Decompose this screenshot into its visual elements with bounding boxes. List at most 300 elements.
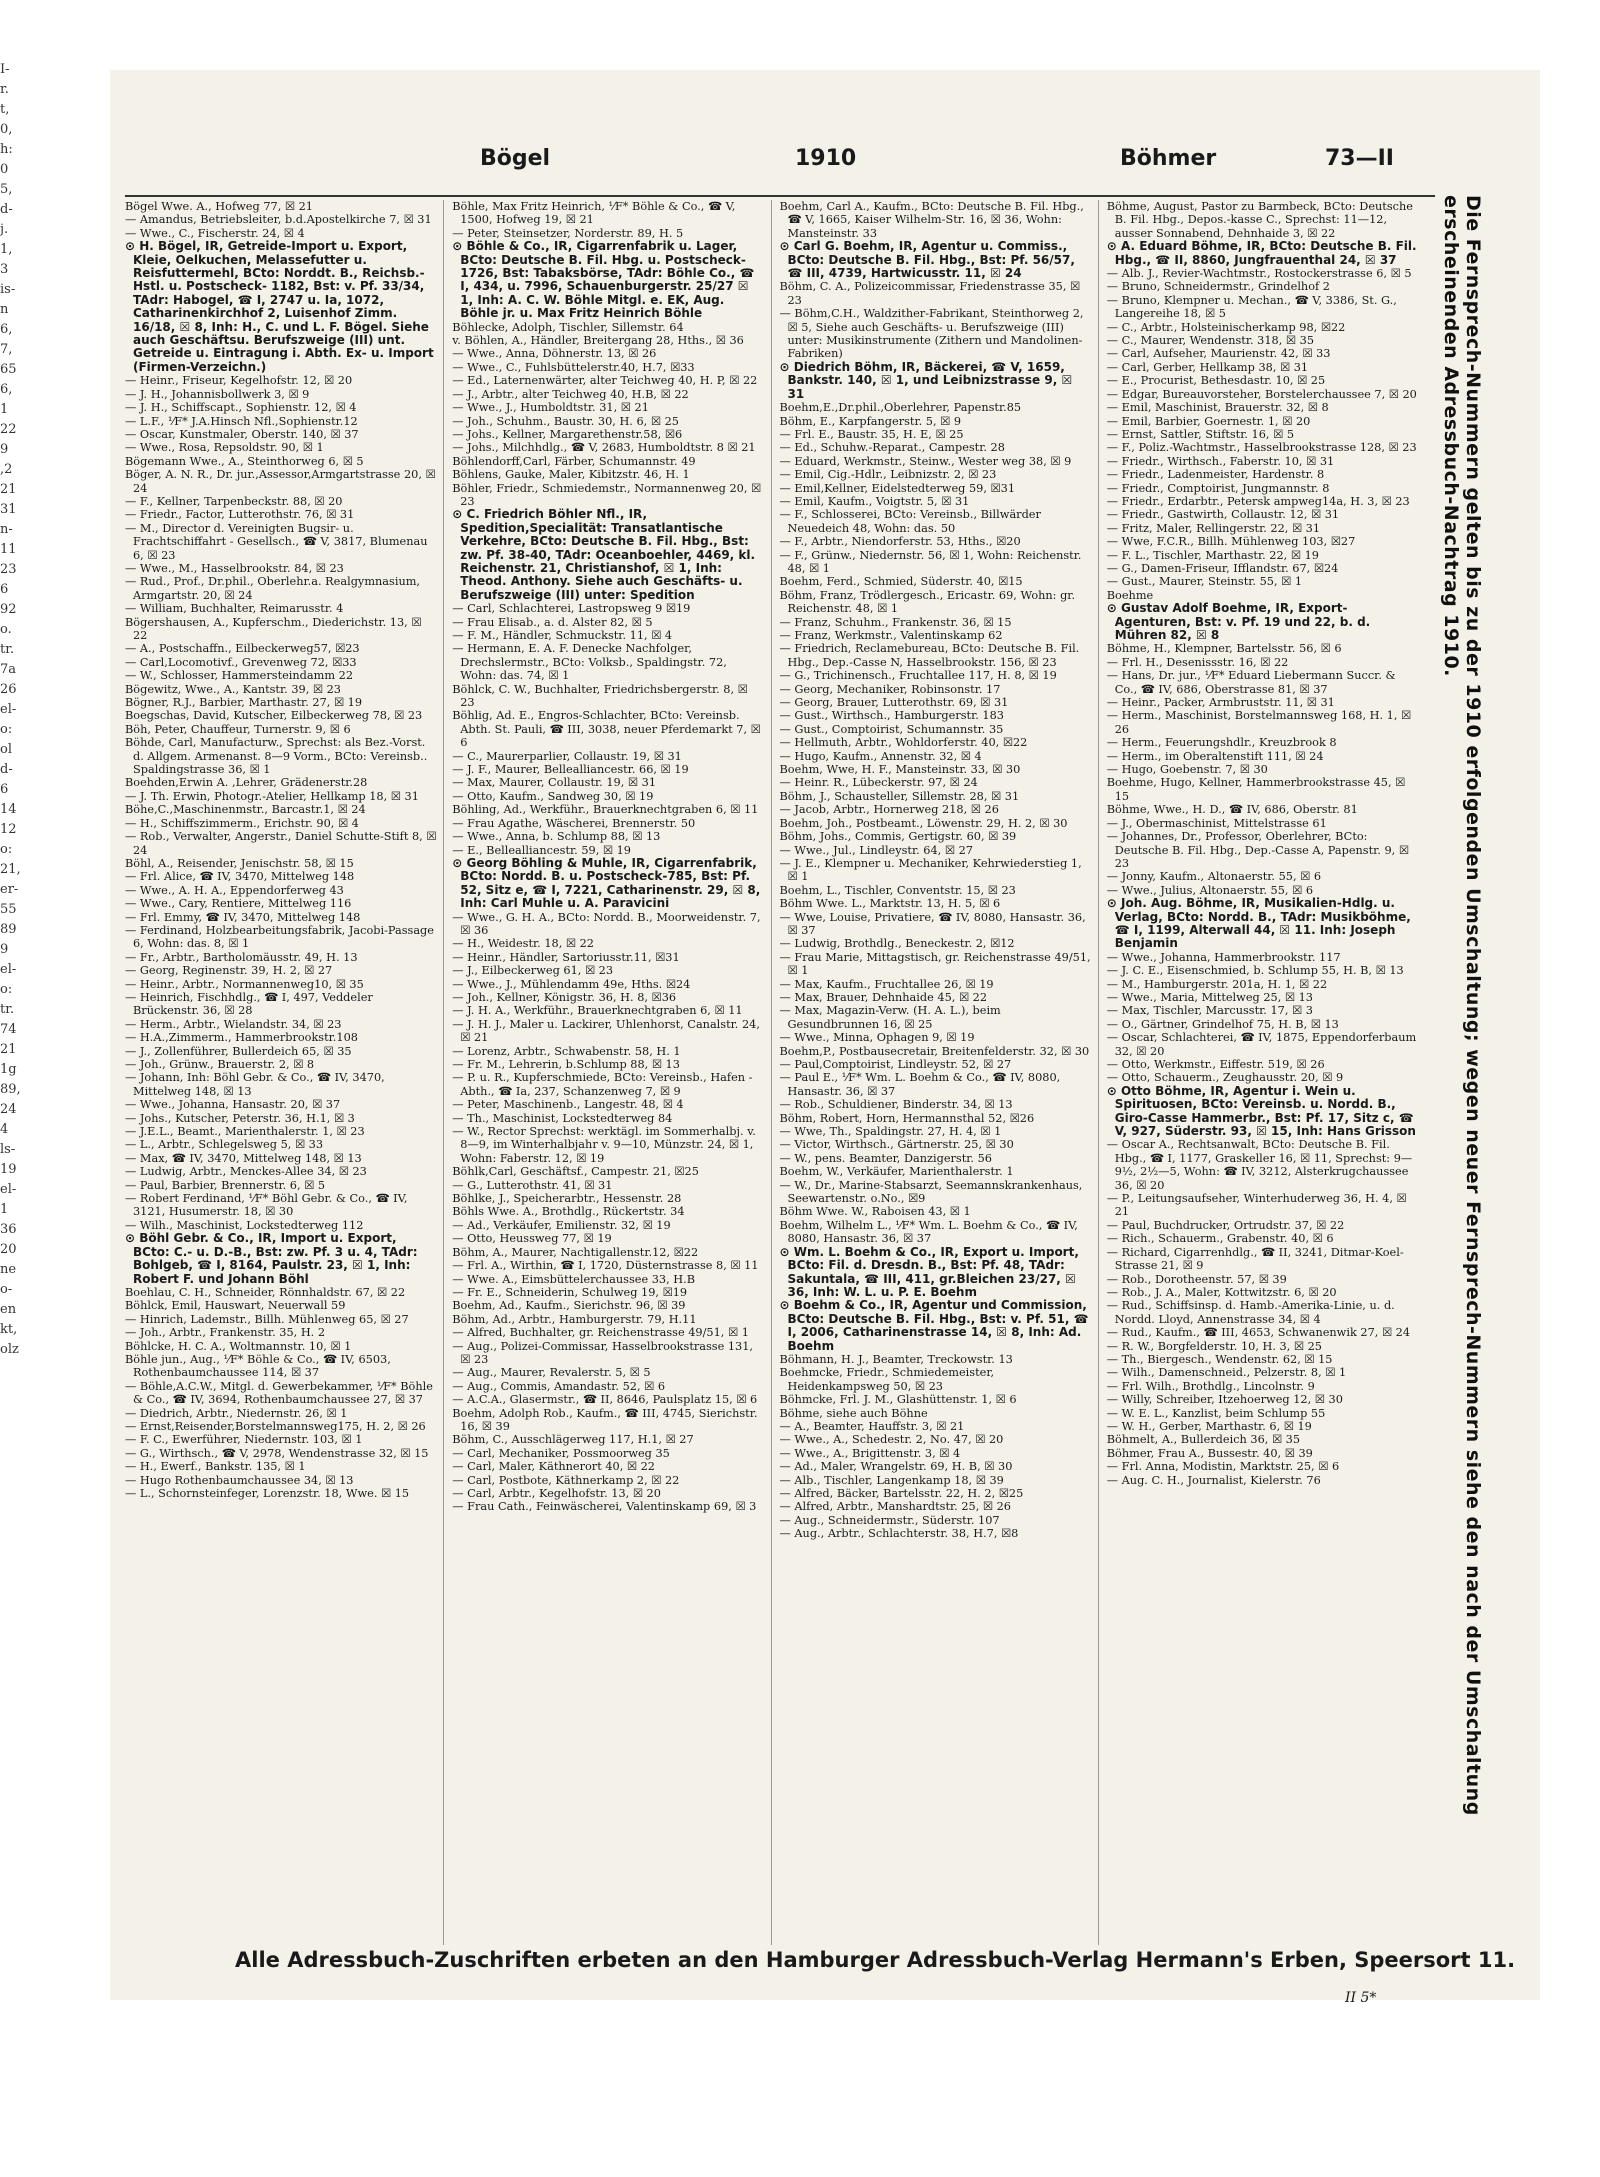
directory-entry: — Otto, Kaufm., Sandweg 30, ☒ 19	[452, 789, 654, 803]
directory-entry: Boehm, Wwe, H. F., Mansteinstr. 33, ☒ 30	[779, 763, 1021, 777]
firm-entry: ⊙ Gustav Adolf Boehme, IR, Export-Agenturen, Bst: v. Pf. 19 und 22, b. d. Mühren 82, ☒ 8	[1106, 601, 1371, 642]
margin-fragment: 20	[0, 1242, 17, 1257]
directory-entry: — Richard, Cigarrenhdlg., ☎ II, 3241, Ditmar-Koel-Strasse 21, ☒ 9	[1106, 1245, 1404, 1273]
directory-entry: — Wwe., Johanna, Hansastr. 20, ☒ 37	[125, 1098, 341, 1112]
directory-entry: — Frl. Alice, ☎ IV, 3470, Mittelweg 148	[125, 870, 355, 884]
directory-entry: — Frl. E., Baustr. 35, H. E, ☒ 25	[779, 427, 964, 441]
directory-entry: — W. H., Gerber, Marthastr. 6, ☒ 19	[1106, 1419, 1312, 1433]
directory-entry: — Carl, Mechaniker, Possmoorweg 35	[452, 1446, 670, 1460]
directory-entry: — Wwe., Cary, Rentiere, Mittelweg 116	[125, 897, 352, 911]
directory-entry: — Georg, Reginenstr. 39, H. 2, ☒ 27	[125, 964, 333, 978]
directory-entry: Bögner, R.J., Barbier, Marthastr. 27, ☒ 19	[125, 696, 363, 710]
margin-fragment: 36	[0, 1222, 17, 1237]
directory-entry: — Max, Kaufm., Fruchtallee 26, ☒ 19	[779, 977, 994, 991]
directory-entry: — F. C., Ewerführer, Niedernstr. 103, ☒ 1	[125, 1433, 363, 1447]
directory-entry: Böhm, Franz, Trödlergesch., Ericastr. 69, Wohn: gr. Reichenstr. 48, ☒ 1	[779, 588, 1076, 616]
directory-entry: — Heinr., Packer, Armbruststr. 11, ☒ 31	[1106, 696, 1335, 710]
directory-entry: — Wilh., Maschinist, Lockstedterweg 112	[125, 1218, 364, 1232]
directory-entry: — Hinrich, Lademstr., Billh. Mühlenweg 65, ☒ 27	[125, 1312, 409, 1326]
directory-entry: — Friedrich, Reclamebureau, BCto: Deutsche B. Fil. Hbg., Dep.-Casse N, Hasselbrookstr. 156, ☒ 23	[779, 642, 1080, 669]
margin-fragment: 9	[0, 442, 9, 457]
directory-entry: — H., Schiffszimmerm., Erichstr. 90, ☒ 4	[125, 816, 359, 830]
directory-entry: Böhm, C. A., Polizeicommissar, Friedenstrasse 35, ☒ 23	[779, 280, 1081, 307]
margin-fragment: 21	[0, 1042, 17, 1057]
directory-entry: — Gust., Comptoirist, Schumannstr. 35	[779, 722, 1004, 736]
directory-entry: — Herm., im Oberaltenstift 111, ☒ 24	[1106, 749, 1324, 763]
directory-entry: — Herm., Arbtr., Wielandstr. 34, ☒ 23	[125, 1017, 342, 1031]
margin-fragment: o.	[0, 622, 12, 637]
directory-entry: — F., Arbtr., Niendorferstr. 53, Hths., ☒20	[779, 535, 1021, 549]
directory-entry: — Max, Magazin-Verw. (H. A. L.), beim Gesundbrunnen 16, ☒ 25	[779, 1004, 1001, 1031]
directory-entry: Böhm, E., Karpfangerstr. 5, ☒ 9	[779, 414, 962, 428]
directory-entry: — Edgar, Bureauvorsteher, Borstelerchaussee 7, ☒ 20	[1106, 387, 1417, 401]
directory-entry: — Emil, Cig.-Hdlr., Leibnizstr. 2, ☒ 23	[779, 468, 997, 482]
directory-entry: — J. H., Schiffscapt., Sophienstr. 12, ☒ 4	[125, 401, 357, 415]
directory-entry: — Bruno, Schneidermstr., Grindelhof 2	[1106, 280, 1330, 294]
directory-entry: Boehm, Carl A., Kaufm., BCto: Deutsche B. Fil. Hbg., ☎ V, 1665, Kaiser Wilhelm-Str. 16, ☒ 36, Wohn: Mansteinstr. 33	[779, 200, 1084, 240]
margin-fragment: I-	[0, 62, 10, 77]
directory-entry: — J. C. E., Eisenschmied, b. Schlump 55, H. B, ☒ 13	[1106, 964, 1404, 978]
margin-fragment: 23	[0, 562, 17, 577]
directory-entry: — Aug., Schneidermstr., Süderstr. 107	[779, 1513, 1000, 1527]
directory-entry: — Oscar A., Rechtsanwalt, BCto: Deutsche B. Fil. Hbg., ☎ I, 1177, Graskeller 16, ☒ 11, Sprechst: 9—9½, 2½—5, Wohn: ☎ IV, 3212, Alsterkrugchaussee 36, ☒ 20	[1106, 1138, 1413, 1192]
firm-entry: ⊙ Georg Böhling & Muhle, IR, Cigarrenfabrik, BCto: Nordd. B. u. Postscheck-785, Bst: Pf. 52, Sitz e, ☎ I, 7221, Catharinenstr. 29, ☒ 8, Inh: Carl Muhle u. A. Paravicini	[452, 855, 761, 911]
directory-entry: Böhle, Max Fritz Heinrich, ⅟F* Böhle & Co., ☎ V, 1500, Hofweg 19, ☒ 21	[452, 200, 736, 227]
directory-entry: Böhler, Friedr., Schmiedemstr., Normannenweg 20, ☒ 23	[452, 481, 762, 508]
directory-entry: — Frau Elisab., a. d. Alster 82, ☒ 5	[452, 615, 653, 629]
directory-entry: — L.F., ⅟F* J.A.Hinsch Nfl.,Sophienstr.12	[125, 414, 358, 428]
directory-entry: — H., Weidestr. 18, ☒ 22	[452, 937, 594, 951]
margin-fragment: 19	[0, 1162, 17, 1177]
directory-entry: — Wwe., Minna, Ophagen 9, ☒ 19	[779, 1031, 975, 1045]
directory-entry: — Heinr., Händler, Sartoriusstr.11, ☒31	[452, 950, 680, 964]
directory-entry: Böhle jun., Aug., ⅟F* Böhle & Co., ☎ IV, 6503, Rothenbaumchaussee 114, ☒ 37	[125, 1352, 391, 1380]
directory-entry: Bögershausen, A., Kupferschm., Diederichstr. 13, ☒ 22	[125, 615, 422, 642]
margin-fragment: tr.	[0, 1002, 15, 1017]
margin-fragment: 11	[0, 542, 17, 557]
directory-entry: — L., Arbtr., Schlegelsweg 5, ☒ 33	[125, 1138, 324, 1152]
margin-fragment: n-	[0, 522, 13, 537]
directory-entry: — Böhle,A.C.W., Mitgl. d. Gewerbekammer, ⅟F* Böhle & Co., ☎ IV, 3694, Rothenbaumchaussee 27, ☒ 37	[125, 1379, 433, 1407]
directory-entry: — Frl. Emmy, ☎ IV, 3470, Mittelweg 148	[125, 910, 361, 924]
directory-entry: — Johs., Milchhdlg., ☎ V, 2683, Humboldtstr. 8 ☒ 21	[452, 441, 756, 455]
directory-entry: — L., Schornsteinfeger, Lorenzstr. 18, Wwe. ☒ 15	[125, 1487, 410, 1500]
directory-entry: — Amandus, Betriebsleiter, b.d.Apostelkirche 7, ☒ 31	[125, 213, 432, 227]
directory-entry: — Frl. H., Desenissstr. 16, ☒ 22	[1106, 655, 1289, 669]
directory-entry: Böhl, A., Reisender, Jenischstr. 58, ☒ 15	[125, 856, 354, 870]
directory-entry: — E., Bellealliancestr. 59, ☒ 19	[452, 843, 631, 857]
directory-entry: — Victor, Wirthsch., Gärtnerstr. 25, ☒ 30	[779, 1138, 1014, 1152]
directory-entry: Boehm,E.,Dr.phil.,Oberlehrer, Papenstr.85	[779, 401, 1022, 415]
directory-entry: — Friedr., Wirthsch., Faberstr. 10, ☒ 31	[1106, 454, 1335, 468]
directory-entry: — Frl. Wilh., Brothdlg., Lincolnstr. 9	[1106, 1379, 1315, 1393]
directory-entry: Böhlck, C. W., Buchhalter, Friedrichsbergerstr. 8, ☒ 23	[452, 682, 748, 710]
directory-entry: Böhmer, Frau A., Bussestr. 40, ☒ 39	[1106, 1446, 1313, 1460]
directory-entry: — Frau Agathe, Wäscherei, Brennerstr. 50	[452, 816, 696, 830]
page-number: 73—II	[1325, 146, 1394, 171]
directory-entry: — J. H. J., Maler u. Lackirer, Uhlenhorst, Canalstr. 24, ☒ 21	[452, 1017, 760, 1045]
margin-fragment: 89	[0, 922, 17, 937]
directory-entry: — J.E.L., Beamt., Marienthalerstr. 1, ☒ 23	[125, 1125, 365, 1139]
directory-entry: — Rob., Verwalter, Angerstr., Daniel Schutte-Stift 8, ☒ 24	[125, 830, 437, 857]
directory-entry: — Alb. J., Revier-Wachtmstr., Rostockerstrasse 6, ☒ 5	[1106, 267, 1412, 281]
margin-fragment: 65	[0, 362, 17, 377]
directory-entry: — Fritz, Maler, Rellingerstr. 22, ☒ 31	[1106, 521, 1321, 535]
directory-entry: — Friedr., Gastwirth, Collaustr. 12, ☒ 31	[1106, 508, 1340, 522]
directory-entry: Böhm, Robert, Horn, Hermannsthal 52, ☒26	[779, 1111, 1035, 1125]
directory-entry: Böhmann, H. J., Beamter, Treckowstr. 13	[779, 1352, 1013, 1366]
directory-entry: — J. H., Johannisbollwerk 3, ☒ 9	[125, 387, 310, 401]
margin-fragment: is-	[0, 282, 16, 297]
directory-entry: Boehm, Joh., Postbeamt., Löwenstr. 29, H. 2, ☒ 30	[779, 816, 1068, 830]
directory-entry: — W., Rector Sprechst: werktägl. im Sommerhalbj. v. 8—9, im Winterhalbjahr v. 9—10, Münzstr. 24, ☒ 1, Wohn: Faberstr. 12, ☒ 19	[452, 1125, 756, 1165]
margin-fragment: 6	[0, 582, 9, 597]
directory-entry: — Rob., Schuldiener, Binderstr. 34, ☒ 13	[779, 1098, 1013, 1112]
directory-entry: Böhm, A., Maurer, Nachtigallenstr.12, ☒22	[452, 1245, 699, 1259]
directory-entry: — G., Wirthsch., ☎ V, 2978, Wendenstrasse 32, ☒ 15	[125, 1446, 429, 1460]
directory-entry: — H.A.,Zimmerm., Hammerbrookstr.108	[125, 1031, 358, 1045]
directory-entry: — A., Beamter, Hauffstr. 3, ☒ 21	[779, 1419, 965, 1433]
margin-fragment: 26	[0, 682, 17, 697]
margin-fragment: ,2	[0, 462, 13, 477]
directory-entry: — W. E. L., Kanzlist, beim Schlump 55	[1106, 1406, 1326, 1420]
directory-entry: — Bruno, Klempner u. Mechan., ☎ V, 3386, St. G., Langereihe 18, ☒ 5	[1106, 293, 1397, 321]
directory-entry: — C., Arbtr., Holsteinischerkamp 98, ☒22	[1106, 320, 1346, 334]
directory-entry: — Frau Marie, Mittagstisch, gr. Reichenstrasse 49/51, ☒ 1	[779, 950, 1091, 978]
directory-entry: — Alfred, Buchhalter, gr. Reichenstrasse 49/51, ☒ 1	[452, 1326, 749, 1340]
directory-entry: — W., Schlosser, Hammersteindamm 22	[125, 669, 354, 683]
directory-entry: — Alfred, Arbtr., Manshardtstr. 25, ☒ 26	[779, 1500, 1011, 1514]
directory-entry: — G., Lutterothstr. 41, ☒ 31	[452, 1178, 613, 1192]
directory-entry: — Gust., Maurer, Steinstr. 55, ☒ 1	[1106, 575, 1303, 589]
directory-entry: Böhlke, J., Speicherarbtr., Hessenstr. 28	[452, 1192, 682, 1206]
directory-entry: — Joh., Arbtr., Frankenstr. 35, H. 2	[125, 1326, 326, 1340]
directory-entry: — O., Gärtner, Grindelhof 75, H. B, ☒ 13	[1106, 1017, 1339, 1031]
column-1	[125, 200, 444, 1945]
margin-fragment: 7a	[0, 662, 17, 677]
directory-entry: — M., Director d. Vereinigten Bugsir- u. Frachtschiffahrt - Gesellsch., ☎ V, 3817, Blumenau 6, ☒ 23	[125, 521, 428, 562]
page-header	[125, 110, 1435, 171]
directory-entry: — Alb., Tischler, Langenkamp 18, ☒ 39	[779, 1473, 1004, 1487]
directory-entry: Böhm, J., Schausteller, Sillemstr. 28, ☒ 31	[779, 789, 1020, 803]
directory-entry: — Carl, Schlachterei, Lastropsweg 9 ☒19	[452, 602, 691, 616]
directory-entry: — Th., Maschinist, Lockstedterweg 84	[452, 1111, 673, 1125]
telephone-notice-strip	[1440, 195, 1500, 1895]
directory-entry: — Robert Ferdinand, ⅟F* Böhl Gebr. & Co., ☎ IV, 3121, Husumerstr. 18, ☒ 30	[125, 1192, 408, 1219]
directory-entry: Boehm, L., Tischler, Conventstr. 15, ☒ 23	[779, 883, 1016, 897]
header-rule	[125, 195, 1435, 197]
directory-entry: Bögel Wwe. A., Hofweg 77, ☒ 21	[125, 200, 313, 213]
directory-entry: — Wwe., A., Brigittenstr. 3, ☒ 4	[779, 1446, 961, 1460]
firm-entry: ⊙ C. Friedrich Böhler Nfl., IR, Spedition,Specialität: Transatlantische Verkehre, BCto: Deutsche B. Fil. Hbg., Bst: zw. Pf. 38-40, TAdr: Oceanboehler, 4469, kl. Reichenstr. 21, Christianshof, ☒ 1, Inh: Theod. Anthony. Siehe auch Geschäfts- u. Berufszweige (III) unter: Spedition	[452, 507, 756, 602]
directory-entry: — Wwe., Anna, b. Schlump 88, ☒ 13	[452, 830, 661, 844]
margin-fragment: el-	[0, 1182, 17, 1197]
margin-fragment: 6,	[0, 322, 13, 337]
directory-entry: Böhm Wwe. W., Raboisen 43, ☒ 1	[779, 1205, 971, 1219]
margin-fragment: 24	[0, 1102, 17, 1117]
directory-entry: — Franz, Werkmstr., Valentinskamp 62	[779, 629, 1003, 642]
directory-entry: — P. u. R., Kupferschmiede, BCto: Vereinsb., Hafen - Abth., ☎ Ia, 237, Schanzenweg 7, ☒ 9	[452, 1071, 753, 1098]
directory-entry: — Peter, Steinsetzer, Norderstr. 89, H. 5	[452, 226, 684, 240]
firm-entry: ⊙ Böhle & Co., IR, Cigarrenfabrik u. Lager, BCto: Deutsche B. Fil. Hbg. u. Postscheck- 1726, Bst: Tabaksbörse, TAdr: Böhle Co., ☎ I, 434, u. 7996, Schauenburgerstr. 25/27 ☒ 1, Inh: A. C. W. Böhle Mitgl. e. EK, Aug. Böhle jr. u. Max Fritz Heinrich Böhle	[452, 239, 755, 321]
directory-entry: Böhm, C., Ausschlägerweg 117, H.1, ☒ 27	[452, 1433, 694, 1447]
directory-entry: — Alfred, Bäcker, Bartelsstr. 22, H. 2, ☒25	[779, 1487, 1024, 1500]
directory-entry: — Otto, Werkmstr., Eiffestr. 519, ☒ 26	[1106, 1058, 1325, 1071]
directory-entry: — Carl, Postbote, Käthnerkamp 2, ☒ 22	[452, 1473, 680, 1487]
directory-entry: — Wwe., A., Schedestr. 2, No. 47, ☒ 20	[779, 1433, 1004, 1447]
directory-entry: — Eduard, Werkmstr., Steinw., Wester weg 38, ☒ 9	[779, 454, 1072, 468]
directory-entry: — Wwe., Johanna, Hammerbrookstr. 117	[1106, 950, 1341, 964]
margin-fragment: en	[0, 1302, 17, 1317]
margin-fragment: er-	[0, 882, 19, 897]
directory-entry: Böhmcke, Frl. J. M., Glashüttenstr. 1, ☒ 6	[779, 1393, 1017, 1407]
directory-entry: — Wwe., Julius, Altonaerstr. 55, ☒ 6	[1106, 883, 1314, 897]
directory-entry: — Rud., Prof., Dr.phil., Oberlehr.a. Realgymnasium, Armgartstr. 20, ☒ 24	[125, 575, 421, 602]
directory-entry: Boehm, Ferd., Schmied, Süderstr. 40, ☒15	[779, 575, 1023, 589]
directory-entry: — Fr., Arbtr., Bartholomäusstr. 49, H. 13	[125, 950, 358, 964]
directory-entry: — J. Th. Erwin, Photogr.-Atelier, Hellkamp 18, ☒ 31	[125, 789, 419, 803]
margin-fragment: 0,	[0, 122, 13, 137]
directory-entry: — Hugo, Kaufm., Annenstr. 32, ☒ 4	[779, 749, 982, 763]
directory-entry: — Ad., Maler, Wrangelstr. 69, H. B, ☒ 30	[779, 1460, 1013, 1474]
directory-entry: — Wwe, Th., Spaldingstr. 27, H. 4, ☒ 1	[779, 1125, 1002, 1139]
directory-entry: Böhmelt, A., Bullerdeich 36, ☒ 35	[1106, 1433, 1301, 1447]
margin-fragment: o:	[0, 982, 13, 997]
margin-fragment: 92	[0, 602, 17, 617]
directory-entry: — Paul E., ⅟F* Wm. L. Boehm & Co., ☎ IV, 8080, Hansastr. 36, ☒ 37	[779, 1071, 1061, 1098]
directory-entry: — Ed., Schuhw.-Reparat., Campestr. 28	[779, 441, 1005, 455]
directory-entry: — W., Dr., Marine-Stabsarzt, Seemannskrankenhaus, Seewartenstr. o.No., ☒9	[779, 1178, 1083, 1206]
directory-entry: — A., Postschaffn., Eilbeckerweg57, ☒23	[125, 642, 360, 656]
margin-fragment: 14	[0, 802, 17, 817]
directory-entry: — Rich., Schauerm., Grabenstr. 40, ☒ 6	[1106, 1232, 1334, 1246]
margin-fragment: 3	[0, 262, 9, 277]
margin-fragment: ol	[0, 742, 12, 757]
directory-entry: — Frl. Anna, Modistin, Marktstr. 25, ☒ 6	[1106, 1460, 1340, 1474]
column-3	[780, 200, 1099, 1945]
directory-entry: — Carl, Maler, Käthnerort 40, ☒ 22	[452, 1460, 655, 1474]
margin-fragment: h:	[0, 142, 13, 157]
margin-fragment: tr.	[0, 642, 15, 657]
margin-fragment: 89,	[0, 1082, 21, 1097]
previous-page-edge	[0, 60, 22, 1940]
directory-entry: — Johs., Kutscher, Peterstr. 36, H.1, ☒ 3	[125, 1111, 355, 1125]
margin-fragment: 1	[0, 402, 9, 417]
margin-fragment: 21	[0, 482, 17, 497]
directory-entry: — Paul, Barbier, Brennerstr. 6, ☒ 5	[125, 1178, 326, 1192]
margin-fragment: o-	[0, 1282, 13, 1297]
telephone-notice-text: Die Fernsprech-Nummern gelten bis zu der 1910 erfolgenden Umschaltung; wegen neuer Fernsprech-Nummern siehe den nach der Umschaltung erscheinenden Adressbuch-Nachtrag 1910.	[1440, 195, 1484, 1816]
directory-entry: — Frl. A., Wirthin, ☎ I, 1720, Düsternstrasse 8, ☒ 11	[452, 1259, 759, 1273]
directory-entry: — Th., Biergesch., Wendenstr. 62, ☒ 15	[1106, 1352, 1333, 1366]
header-first-name: Bögel	[480, 146, 551, 171]
directory-entry: — Ernst,Reisender,Borstelmannsweg175, H. 2, ☒ 26	[125, 1419, 426, 1433]
directory-entry: — F. M., Händler, Schmuckstr. 11, ☒ 4	[452, 629, 673, 642]
directory-entry: — Joh., Schuhm., Baustr. 30, H. 6, ☒ 25	[452, 414, 679, 428]
directory-entry: — Joh., Kellner, Königstr. 36, H. 8, ☒36	[452, 990, 677, 1004]
firm-entry: ⊙ Diedrich Böhm, IR, Bäckerei, ☎ V, 1659, Bankstr. 140, ☒ 1, und Leibnizstrasse 9, ☒ 31	[779, 359, 1073, 401]
directory-entry: — Max, Maurer, Collaustr. 19, ☒ 31	[452, 776, 657, 790]
directory-entry: Böhlendorff,Carl, Färber, Schumannstr. 49	[452, 454, 696, 468]
firm-entry: ⊙ Otto Böhme, IR, Agentur i. Wein u. Spirituosen, BCto: Vereinsb. u. Nordd. B., Giro-Casse Hammerbr., Bst: Pf. 17, Sitz c, ☎ V, 927, Süderstr. 93, ☒ 15, Inh: Hans Grisson	[1106, 1083, 1416, 1139]
firm-entry: ⊙ A. Eduard Böhme, IR, BCto: Deutsche B. Fil. Hbg., ☎ II, 8860, Jungfrauenthal 24, ☒ 37	[1106, 239, 1417, 267]
directory-entry: Böhls Wwe. A., Brothdlg., Rückertstr. 34	[452, 1205, 685, 1219]
margin-fragment: d-	[0, 202, 13, 217]
directory-entry: — Friedr., Erdarbtr., Petersk ampweg14a, H. 3, ☒ 23	[1106, 494, 1410, 508]
directory-entry: — Carl,Locomotivf., Grevenweg 72, ☒33	[125, 655, 357, 669]
directory-entry: — Böhm,C.H., Waldzither-Fabrikant, Steinthorweg 2, ☒ 5, Siehe auch Geschäfts- u. Berufszweige (III) unter: Musikinstrumente (Zithern und Mandolinen-Fabriken)	[779, 307, 1084, 361]
directory-entry: — Emil, Maschinist, Brauerstr. 32, ☒ 8	[1106, 401, 1329, 415]
directory-entry: Böger, A. N. R., Dr. jur.,Assessor,Armgartstrasse 20, ☒ 24	[125, 468, 436, 495]
directory-entry: — Ludwig, Brothdlg., Beneckestr. 2, ☒12	[779, 937, 1015, 951]
firm-entry: ⊙ H. Bögel, IR, Getreide-Import u. Export, Kleie, Oelkuchen, Melassefutter u. Reisfuttermehl, BCto: Norddt. B., Reichsb.-Hstl. u. Postscheck- 1182, Bst: v. Pf. 33/34, TAdr: Habogel, ☎ I, 2747 u. Ia, 1072, Catharinenkirchhof 2, Luisenhof Zimm. 16/18, ☒ 8, Inh: H., C. und L. F. Bögel. Siehe auch Geschäftsu. Berufszweige (III) unt. Getreide u. Eintragung i. Abth. Ex- u. Import (Firmen-Verzeichn.)	[125, 239, 434, 374]
directory-entry: — Herm., Maschinist, Borstelmannsweg 168, H. 1, ☒ 26	[1106, 709, 1412, 736]
directory-entry: — Aug., Polizei-Commissar, Hasselbrookstrasse 131, ☒ 23	[452, 1339, 754, 1366]
directory-entry: Böhme, August, Pastor zu Barmbeck, BCto: Deutsche B. Fil. Hbg., Depos.-kasse C., Sprechst: 11—12, ausser Sonnabend, Dehnhaide 3, ☒ 22	[1106, 200, 1413, 240]
directory-entry: — Aug., Maurer, Revalerstr. 5, ☒ 5	[452, 1366, 651, 1380]
directory-entry: — Georg, Brauer, Lutterothstr. 69, ☒ 31	[779, 696, 1009, 710]
directory-entry: — J., Eilbeckerweg 61, ☒ 23	[452, 964, 614, 978]
directory-entry: — Wwe., J., Mühlendamm 49e, Hths. ☒24	[452, 977, 691, 991]
directory-entry: — Emil,Kellner, Eidelstedterweg 59, ☒31	[779, 481, 1016, 495]
directory-entry: — Ferdinand, Holzbearbeitungsfabrik, Jacobi-Passage 6, Wohn: das. 8, ☒ 1	[125, 923, 434, 951]
directory-entry: — J., Arbtr., alter Teichweg 40, H.B, ☒ 22	[452, 387, 689, 401]
directory-entry: — E., Procurist, Bethesdastr. 10, ☒ 25	[1106, 374, 1326, 388]
directory-entry: — F., Kellner, Tarpenbeckstr. 88, ☒ 20	[125, 494, 343, 508]
directory-entry: — Aug., Commis, Amandastr. 52, ☒ 6	[452, 1379, 666, 1393]
directory-entry: — Otto, Schauerm., Zeughausstr. 20, ☒ 9	[1106, 1071, 1344, 1085]
margin-fragment: o:	[0, 842, 13, 857]
header-last-name: Böhmer	[1120, 146, 1217, 171]
directory-entry: Böh, Peter, Chauffeur, Turnerstr. 9, ☒ 6	[125, 722, 351, 736]
margin-fragment: 31	[0, 502, 17, 517]
directory-entry: — Lorenz, Arbtr., Schwabenstr. 58, H. 1	[452, 1044, 681, 1058]
directory-entry: — Joh., Grünw., Brauerstr. 2, ☒ 8	[125, 1058, 315, 1071]
margin-fragment: t,	[0, 102, 10, 117]
directory-entry: Boehden,Erwin A. ,Lehrer, Grädenerstr.28	[125, 776, 368, 790]
margin-fragment: kt,	[0, 1322, 18, 1337]
signature-mark: II 5*	[1345, 1990, 1377, 2006]
directory-entry: v. Böhlen, A., Händler, Breitergang 28, Hths., ☒ 36	[452, 334, 744, 348]
directory-entry: — Fr. E., Schneiderin, Schulweg 19, ☒19	[452, 1285, 688, 1299]
margin-fragment: 0	[0, 162, 9, 177]
directory-entry: — Hugo, Goebenstr. 7, ☒ 30	[1106, 763, 1268, 777]
margin-fragment: r.	[0, 82, 9, 97]
margin-fragment: 1g	[0, 1062, 17, 1077]
directory-entry: — Wwe., Rosa, Repsoldstr. 90, ☒ 1	[125, 441, 324, 455]
margin-fragment: 1	[0, 1202, 9, 1217]
directory-entry: Boehm, Wilhelm L., ⅟F* Wm. L. Boehm & Co., ☎ IV, 8080, Hansastr. 36, ☒ 37	[779, 1218, 1078, 1246]
margin-fragment: ls-	[0, 1142, 16, 1157]
directory-entry: — Diedrich, Arbtr., Niedernstr. 26, ☒ 1	[125, 1406, 348, 1420]
firm-entry: ⊙ Böhl Gebr. & Co., IR, Import u. Export, BCto: C.- u. D.-B., Bst: zw. Pf. 3 u. 4, TAdr: Bohlgeb, ☎ I, 8164, Paulstr. 23, ☒ 1, Inh: Robert F. und Johann Böhl	[125, 1231, 418, 1286]
directory-entry: — P., Leitungsaufseher, Winterhuderweg 36, H. 4, ☒ 21	[1106, 1192, 1407, 1219]
directory-entry: — Jonny, Kaufm., Altonaerstr. 55, ☒ 6	[1106, 870, 1322, 884]
margin-fragment: 4	[0, 1122, 9, 1137]
directory-entry: — F., Poliz.-Wachtmstr., Hasselbrookstrasse 128, ☒ 23	[1106, 441, 1417, 455]
firm-entry: ⊙ Carl G. Boehm, IR, Agentur u. Commiss., BCto: Deutsche B. Fil. Hbg., Bst: Pf. 56/57, ☎ III, 4739, Hartwicusstr. 11, ☒ 24	[779, 239, 1075, 281]
directory-entry: — H., Ewerf., Bankstr. 135, ☒ 1	[125, 1460, 306, 1474]
column-2	[452, 200, 771, 1945]
directory-entry: Böhlcke, H. C. A., Woltmannstr. 10, ☒ 1	[125, 1339, 352, 1353]
directory-entry: — Rob., J. A., Maler, Kottwitzstr. 6, ☒ 20	[1106, 1285, 1337, 1299]
directory-entry: Boehm, Ad., Kaufm., Sierichstr. 96, ☒ 39	[452, 1299, 686, 1313]
directory-entry: — Wwe. A., Eimsbüttelerchaussee 33, H.B	[452, 1272, 696, 1286]
margin-fragment: olz	[0, 1342, 19, 1357]
directory-entry: Böhlens, Gauke, Maler, Kibitzstr. 46, H. 1	[452, 468, 690, 482]
directory-entry: — M., Hamburgerstr. 201a, H. 1, ☒ 22	[1106, 977, 1328, 991]
directory-entry: — R. W., Borgfelderstr. 10, H. 3, ☒ 25	[1106, 1339, 1322, 1353]
margin-fragment: ne	[0, 1262, 17, 1277]
directory-entry: — Oscar, Kunstmaler, Oberstr. 140, ☒ 37	[125, 427, 359, 441]
margin-fragment: el-	[0, 702, 17, 717]
directory-entry: Böhlecke, Adolph, Tischler, Sillemstr. 64	[452, 320, 684, 334]
directory-entry: — Peter, Maschinenb., Langestr. 48, ☒ 4	[452, 1098, 684, 1112]
directory-entry: — William, Buchhalter, Reimarusstr. 4	[125, 602, 344, 616]
margin-fragment: 22	[0, 422, 17, 437]
margin-fragment: n	[0, 302, 9, 317]
directory-entry: — Rud., Schiffsinsp. d. Hamb.-Amerika-Linie, u. d. Nordd. Lloyd, Annenstrasse 34, ☒ 4	[1106, 1299, 1395, 1326]
directory-entry: Böhde, Carl, Manufacturw., Sprechst: als Bez.-Vorst. d. Allgem. Armenanst. 8—9 Vorm., BCto: Vereinsb.. Spaldingstrasse 36, ☒ 1	[125, 736, 428, 777]
directory-entry: — Emil, Barbier, Goernestr. 1, ☒ 20	[1106, 414, 1311, 428]
directory-entry: — G., Trichinensch., Fruchtallee 117, H. 8, ☒ 19	[779, 669, 1057, 683]
directory-entry: — Gust., Wirthsch., Hamburgerstr. 183	[779, 709, 1004, 723]
directory-entry: — C., Maurerparlier, Collaustr. 19, ☒ 31	[452, 749, 682, 763]
directory-entry: — Oscar, Schlachterei, ☎ IV, 1875, Eppendorferbaum 32, ☒ 20	[1106, 1031, 1417, 1058]
directory-entry: Boehme, Hugo, Kellner, Hammerbrookstrasse 45, ☒ 15	[1106, 776, 1406, 803]
directory-entry: Boehmcke, Friedr., Schmiedemeister, Heidenkampsweg 50, ☒ 23	[779, 1366, 995, 1393]
directory-entry: — Wwe., C., Fuhlsbüttelerstr.40, H.7, ☒33	[452, 360, 695, 374]
directory-entry: — Wwe., C., Fischerstr. 24, ☒ 4	[125, 226, 305, 240]
directory-entry: — C., Maurer, Wendenstr. 318, ☒ 35	[1106, 334, 1315, 348]
directory-entry: — Ludwig, Arbtr., Menckes-Allee 34, ☒ 23	[125, 1165, 367, 1179]
directory-entry: — Jacob, Arbtr., Hornerweg 218, ☒ 26	[779, 803, 999, 817]
directory-entry: — Frau Cath., Feinwäscherei, Valentinskamp 69, ☒ 3	[452, 1500, 757, 1514]
directory-entry: — Otto, Heussweg 77, ☒ 19	[452, 1232, 612, 1246]
directory-entry: Bögemann Wwe., A., Steinthorweg 6, ☒ 5	[125, 454, 364, 468]
directory-entry: — Max, Brauer, Dehnhaide 45, ☒ 22	[779, 990, 988, 1004]
directory-entry: — A.C.A., Glasermstr., ☎ II, 8646, Paulsplatz 15, ☒ 6	[452, 1393, 758, 1407]
directory-entry: — Max, Tischler, Marcusstr. 17, ☒ 3	[1106, 1004, 1313, 1018]
column-4	[1107, 200, 1425, 1945]
directory-entry: Böhlck, Emil, Hauswart, Neuerwall 59	[125, 1299, 346, 1313]
directory-entry: — J., Zollenführer, Bullerdeich 65, ☒ 35	[125, 1044, 352, 1058]
directory-entry: Böhlk,Carl, Geschäftsf., Campestr. 21, ☒25	[452, 1165, 699, 1179]
directory-entry: — Hellmuth, Arbtr., Wohldorferstr. 40, ☒22	[779, 736, 1028, 750]
margin-fragment: 12	[0, 822, 17, 837]
margin-fragment: 21,	[0, 862, 21, 877]
directory-entry: — Friedr., Comptoirist, Jungmannstr. 8	[1106, 481, 1330, 495]
margin-fragment: j.	[0, 222, 9, 237]
directory-entry: — Wwe, Louise, Privatiere, ☎ IV, 8080, Hansastr. 36, ☒ 37	[779, 910, 1086, 937]
directory-entry: — Paul,Comptoirist, Lindleystr. 52, ☒ 27	[779, 1058, 1012, 1071]
directory-entry: — Wilh., Damenschneid., Pelzerstr. 8, ☒ 1	[1106, 1366, 1347, 1380]
directory-entry: — Franz, Schuhm., Frankenstr. 36, ☒ 15	[779, 615, 1012, 629]
directory-entry: Boehlau, C. H., Schneider, Rönnhaldstr. 67, ☒ 22	[125, 1285, 406, 1299]
directory-entry: Böhlig, Ad. E., Engros-Schlachter, BCto: Vereinsb. Abth. St. Pauli, ☎ III, 3038, neuer Pferdemarkt 7, ☒ 6	[452, 709, 761, 750]
margin-fragment: 74	[0, 1022, 17, 1037]
directory-entry: — Johs., Kellner, Margarethenstr.58, ☒6	[452, 427, 683, 441]
directory-entry: — Friedr., Ladenmeister, Hardenstr. 8	[1106, 468, 1325, 482]
directory-entry: — Wwe., Anna, Döhnerstr. 13, ☒ 26	[452, 347, 657, 361]
directory-entry: Boehm,P., Postbausecretair, Breitenfelderstr. 32, ☒ 30	[779, 1044, 1090, 1058]
directory-entry: — Wwe., G. H. A., BCto: Nordd. B., Moorweidenstr. 7, ☒ 36	[452, 910, 761, 937]
directory-entry: Böhme, H., Klempner, Bartelsstr. 56, ☒ 6	[1106, 642, 1342, 656]
directory-entry: — Hans, Dr. jur., ⅟F* Eduard Liebermann Succr. & Co., ☎ IV, 686, Oberstrasse 81, ☒ 37	[1106, 669, 1396, 696]
margin-fragment: 7,	[0, 342, 13, 357]
firm-entry: ⊙ Boehm & Co., IR, Agentur und Commission, BCto: Deutsche B. Fil. Hbg., Bst: v. Pf. 51, ☎ I, 2006, Catharinenstrasse 14, ☒ 8, Inh: Ad. Boehm	[779, 1298, 1089, 1353]
directory-entry: Böhme, Wwe., H. D., ☎ IV, 686, Oberstr. 81	[1106, 803, 1358, 817]
